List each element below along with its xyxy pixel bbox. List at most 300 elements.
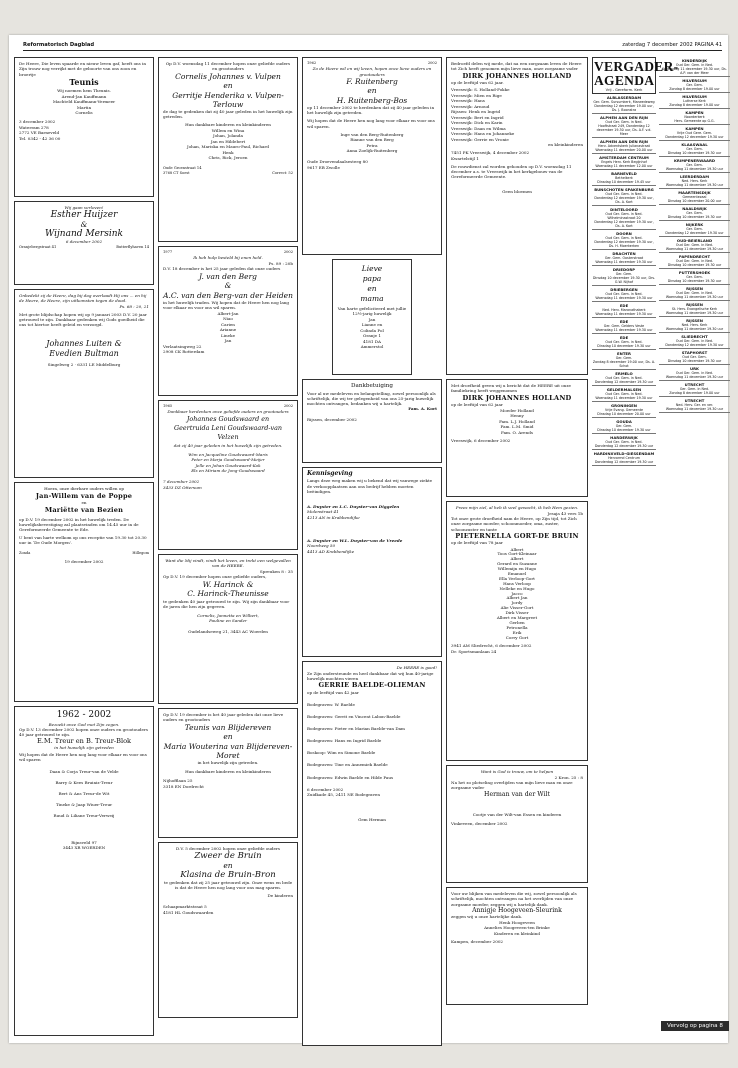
agenda-list [592,94,656,466]
listing-venue: Ger. Gem. [686,146,703,151]
listing-city: GRONINGEN [611,402,637,408]
listing-city: KINDERDIJK [681,57,708,63]
text: Met grote blijdschap hopen wij op 9 januari 2003 D.V. 20 jaar getrouwd te zijn. Dankbaar gedenken wij Gods goedheid die ons tot hiertoe heeft geleid en verzorgd. [19,312,147,328]
greeting: mama [360,294,384,303]
anniversary-announcement [158,57,298,242]
listing-details: Woensdag 11 december 19.30 uur [595,395,653,400]
family-member: Bodegraven: Edwin Baelde en Hilde Paus [307,774,394,780]
listing-venue: Ger. Gem. [686,210,703,215]
listing-city: KRIMPENERWAARD [673,157,716,163]
listing-details: Dinsdag 10 december 19.30 uur [597,343,651,348]
name: J. van den Berg [199,271,257,281]
text: Voor al uw medeleven en belangstelling, zowel persoonlijk als schriftelijk, die wij ter gelegenheid van ons 25-jarig huwelijk mochten ontvangen, bedanken wij u hartelijk. [307,390,436,406]
name: E.M. Treur en B. Treur-Blok [36,736,132,745]
family-member: Vreeswijk: Dick en Karin [451,120,503,126]
family-member: Cornelis [75,110,93,116]
text: en [367,86,377,96]
text: Op D.V. 19 december is het 40 jaar geleden dat onze lieve ouders en grootouders [163,712,284,723]
listing-entry [592,286,656,302]
listing-venue: Ger. Gem. in Ned. [679,386,710,391]
text: de dag te gedenken dat zij 40 jaar geleden in het huwelijk zijn getreden. [163,109,293,120]
listing-venue: Oud Ger. Gem. in Ned. [605,291,643,296]
tag: Correct: 52 [272,171,293,176]
listing-venue: Ger. Gem. [686,162,703,167]
listing-details: Hooftstraat 249, Donderdag 12 december 19.30 uur, Ds. A.F. v.d. Meer [596,123,652,136]
page-header [23,41,722,51]
year: 2002 [427,61,437,65]
family-member: Petronella [506,624,528,630]
listing-details: Dinsdag 10 december 19.45 uur [597,179,651,184]
name: Johannes Luiten & [46,339,122,349]
listing-entry [592,186,656,206]
listing-entry [592,154,656,170]
text: Tot onze grote droefheid nam de Heere, op Zijn tijd, tot Zich onze zorgzame moeder, schoonmoeder, oma, zuster, schoonzuster en tante [451,516,577,532]
listing-details: Woensdag 11 december 19.30 uur [665,294,724,299]
family-member: Chris, Rick, Jeroen [208,155,248,161]
listing-city: AMSTERDAM CENTRUM [599,154,649,160]
family-member: Petra [366,142,378,148]
address: Oranjebergstraat 41 [19,244,57,249]
name: A.C. van den Berg-van der Heiden [163,290,293,300]
name: F. Ruitenberg [346,77,398,87]
family-member: Dirk Visser [505,610,529,616]
zip: 2908 CK Rotterdam [163,349,205,355]
family-list [307,702,437,780]
listing-venue: Oud Ger. Gem. in Ned. [675,242,714,247]
family-member: Barry & Kees Bruiniz-Treur [55,779,113,785]
name: Evedien Bultman [49,348,119,358]
family-member: Tineke & Jaap Wiuer-Treur [55,801,113,807]
listing-details: Dinsdag 10 december 19.30 uur [667,214,722,219]
listing-venue: Hervormd Centrum [608,455,640,460]
zip: 3318 EN Dordrecht [163,783,204,789]
family-member: Martin [76,104,92,110]
family-member: Jacco [511,590,523,596]
listing-venue: Ger. Gem. [615,271,633,276]
family-member: Vreeswijk: S. Holland-Fokke [451,87,510,93]
text: op de leeftijd van 78 jaar [451,540,503,546]
agenda-title-box [592,57,679,94]
continued-banner: Vervolg op pagina 8 [661,1021,729,1031]
family-member: Arend-Jan Kauffmann [61,93,107,99]
family-member: Bodegraven: Hans en Ingrid Baelde [307,738,382,744]
phone: Tel. 0342 - 42 36 00 [19,135,61,141]
listing-city: RIJSSEN [686,317,703,323]
address: Nijhofflaan 25 [163,778,193,784]
family-member: Jelle en Johan Goudswaard-Kok [195,462,261,468]
listing-details: Woensdag 11 december 19.30 uur [595,295,653,300]
family-member: Vreeswijk: Daan en Wilma [451,125,506,131]
listing-venue: Oud Ger. Gem. in Ned. [675,338,714,343]
listing-details: Woensdag 11 december 19.30 uur [665,406,724,411]
anniversary-announcement [158,842,298,1018]
listing-city: UTRECHT [684,397,705,403]
address: 3941 AM Sliedrecht, 6 december 2002 [451,643,532,649]
listing-details: Donderdag 12 december 19.30 uur [594,379,654,384]
greeting: Lieve [361,264,383,273]
listing-details: Woensdag 11 december 19.30 uur [665,310,724,315]
listing-city: LEERDERDAM [679,173,710,179]
name: Fam. A. Kort [408,406,437,412]
family-member: Wim en Jacqueline Goudswaard-Maris [188,451,268,457]
date: 19 december 2002 [64,559,104,565]
listing-entry [659,109,730,125]
listing-entry [659,365,730,381]
listing-entry [592,302,656,318]
year: 1965 [163,404,173,408]
listing-entry [592,402,656,418]
death-announcement [446,501,588,761]
listing-details: Dinsdag 10 december 19.30 uur [667,358,722,363]
listing-entry [592,434,656,450]
family-member: Bert & Ans Treur-de Wit [58,790,110,796]
listing-entry [659,317,730,333]
listing-city: OUD-BEIERLAND [676,237,713,243]
column-2 [158,57,298,1037]
family-member: Vreeswijk: Gerrie en Vronie [451,136,509,142]
address: Waterram 278 [19,124,49,130]
listing-city: ENTER [617,350,631,356]
text: en [223,81,233,91]
date: Kampen, december 2002 [451,939,504,944]
name: Herman van der Wilt [484,790,550,798]
listing-details: Woensdag 11 december 19.30 uur [665,166,724,171]
text: Wij noemen hem Theunis. [57,88,111,94]
years: 1962 - 2002 [56,710,112,721]
listing-venue: Lutherse Kerk [683,98,706,103]
anniversary-announcement [302,57,442,255]
quote: Want die Mij vindt, vindt het leven, en trekt een welgevallen van de HEERE. [165,558,291,569]
ampersand: & [80,220,88,230]
listing-details: Herv. Gemeente op G.G. [674,118,715,123]
listing-city: ALPHEN AAN DEN RIJN [600,138,648,144]
listing-venue: Oud Ger. Gem. in Ned. [605,235,643,240]
listing-venue: Gemeentezaal [682,194,707,199]
family-member: Fam. L.J. Holland [499,418,535,424]
zip: 9617 EB Zwolle [307,164,340,170]
listing-details: Woensdag 11 december 19.30 uur [595,259,653,264]
listing-venue: Engels Herv. Kerk Begijnhof [601,159,647,164]
address: Singelweg 2 · 6331 LE Middelburg [47,361,121,367]
listing-venue: Vrije Evang. Gemeente [604,407,644,412]
listing-details: Donderdag 12 december 19.30 uur [665,134,724,139]
family-member: Ruud & Liliane Treur-Verweij [53,812,115,818]
family-member: Niao [223,316,233,322]
listing-city: EDE [619,302,629,308]
family-member: Lineke [221,332,235,338]
listing-city: RIJSSEN [686,285,703,291]
listing-details: Woensdag 11 december 19.30 uur [665,374,724,379]
greeting: papa [362,274,382,283]
listing-details: Dinsdag 10 december 19.30 uur [667,150,722,155]
title: Dankbetuiging [351,383,393,390]
family-list [451,548,583,641]
listing-entry [592,206,656,230]
engagement-announcement [14,201,154,285]
name: Cornelis Johannes v. Vulpen [175,71,281,81]
family-member: Els en Miriam de Jong-Goudswaard [191,468,265,474]
family-member: Colinda Pol [360,327,384,333]
page-date: zaterdag 7 december 2002 PAGINA 41 [622,42,722,48]
name: DIRK JOHANNES HOLLAND [462,393,572,402]
text: Dankbaar herdenken onze geliefde ouders en grootouders [167,409,289,415]
reference: Spreuken 8 : 35 [259,568,293,574]
listing-details: Donderdag 12 december 19.30 uur [594,443,654,448]
listing-venue: Ger. Gem. Gelders Veste [603,323,645,328]
listing-venue: Ger. Gem. [615,355,633,360]
name: Jan-Willem van de Poppe [35,491,133,500]
listing-entry [659,333,730,349]
listing-venue: Oud Ger. Gem. in Ned. [605,119,643,124]
listing-entry [659,173,730,189]
listing-entry [659,349,730,365]
listing-city: NAALDWIJK [682,205,707,211]
column-3 [302,57,442,1037]
listing-entry [592,250,656,266]
zip: 4181 DA [363,338,381,344]
text: Op D.V. 19 december hopen onze geliefde ouders, [163,574,267,580]
family-member: Bodegraven: Pieter en Marian Baelde-van Dam [307,726,405,732]
listing-details: Dinsdag 10 december 19.30 uur [667,278,722,283]
listing-city: MAARTENSDIJK [678,189,711,195]
listing-city: ALPHEN AAN DEN RIJN [600,114,648,120]
family-member: Jan [224,338,232,344]
name: A. Duyster en L.C. Duyster-van Diggelen [307,503,400,509]
text: in het huwelijk traden. Wij hopen dat de Heere hen nog lang voor elkaar en voor ons wil sparen. [163,300,290,311]
text: te gedenken dat zij 25 jaar getrouwd zijn. Onze wens en bede is dat de Heere hen nog lang voor ons mag sparen. [163,880,293,891]
family-member: Henk Hoogeveen [499,919,535,925]
listing-venue: Oud Ger. Gem. in Ned. [605,339,643,344]
death-announcement [446,57,588,375]
family-member: Boskoop: Wim en Simone Baelde [307,750,376,756]
listing-details: Woensdag 11 december 19.30 uur [665,246,724,251]
listing-details: Zondag 8 december 19.00 uur [669,102,720,107]
name: Mariëtte van Bezien [44,505,124,514]
listing-city: HARDERWIJK [610,434,638,440]
listing-venue: Oud Ger. Gem. in Ned. [675,62,714,67]
name: Zweer de Bruin [194,850,262,861]
quote: Ik heb hulp besteld bij enen held. [193,255,263,261]
place: Hillegom [132,551,149,556]
listing-details: Woensdag 11 december 20.00 uur [595,147,653,152]
listing-venue: Bethelkerk [615,175,633,180]
listing-details: Woensdag 11 december 19.30 uur [665,326,724,331]
listing-city: HILVERSUM [682,93,707,99]
anniversary-announcement [158,554,298,704]
listing-city: HILVERSUM [682,77,707,83]
listing-details: Donderdag 12 december 19.30 uur [665,342,724,347]
name: H. Ruitenberg-Bos [336,95,408,105]
quote: De Heere, Die leven spaarde en nieuw leven gaf, heeft ons in Zijn trouw nog verrijkt met de geboorte van ons zoon en broertje [19,61,147,77]
listing-entry [659,397,730,413]
year: 2002 [283,250,293,254]
listing-venue: Oud Ger. Gem. in Ned. Wilhelminastraat 20 [605,211,643,220]
anniversary-announcement [158,400,298,550]
family-member: Rijssen: Henk en Ingrid [451,109,501,115]
listing-city: PUTTERSHOEK [678,269,711,275]
listing-entry [659,189,730,205]
family-member: Anna Zoelijk-Ruitenberg [346,148,398,154]
listing-entry [592,418,656,434]
place: Zonda [19,551,31,556]
address: Schaapmarktstraat 5 [163,904,207,910]
quote: Onbedekt zij de Heere, dag bij dag overlaadt Hij ons ... en hij de Heere, de Heere, zijn uitkomsten tegen de dood. [19,293,147,304]
family-member: Vreeswijk: Bert en Ingrid [451,114,504,120]
name: Maria Wouterina van Blijdereven-Moret [163,741,293,760]
listing-entry [659,77,730,93]
listing-details: Dinsdag 10 december 20.00 uur [667,198,722,203]
text: op D.V. 19 december 2002 in het huwelijk treden. De huwelijksbevestiging zal plaatsvinden om 14.45 uur in de Gereformeerde Gemeente te Ede. [19,516,139,532]
listing-details: Donderdag 12 december 19.30 uur, Ds. A. Kort [594,195,654,204]
child-name: Teunis [69,77,99,88]
listing-entry [659,141,730,157]
name: Gerritje Henderika v. Vulpen-Terlouw [172,90,284,109]
quote: Zo de Heere wil en wij leven, hopen onze lieve ouders en grootouders [312,66,432,77]
address: 3433 DZ Ottersum [163,484,202,490]
listing-details: Zondag 8 december 19.00 uur, Ds. A. Schot [592,359,656,368]
text: Hun dankbare kinderen en kleinkinderen [185,122,271,128]
listing-entry [659,57,730,77]
date: Rijssen, december 2002 [307,416,357,422]
listing-entry [592,386,656,402]
family-member: Henny [510,413,524,419]
family-member: Vreeswijk: Hans en Johanneke [451,131,515,137]
year: 2002 [283,404,293,408]
text: Langs deze weg maken wij u bekend dat wij vanwege ziekte de verkoopplaatsen aan ons bedrijf hebben moeten beëindigen. [307,478,433,494]
listing-entry [592,94,656,114]
listing-details: Zondag 8 december 19.00 uur [669,86,720,91]
name: A. Duyster en W.L. Duyster-van de Vreede [307,537,403,543]
listing-venue: Ned. Herv. Ger. en ver. [675,402,714,407]
listing-city: BARNEVELD [611,170,637,176]
listing-venue: Herv. Adventskerk Julianastraat [598,143,650,148]
address: Verlaatsingweg 22 [163,343,202,349]
family-member: Cornelis, Jannetta en Wilbert, [197,612,259,618]
listing-entry [592,266,656,286]
family-member: Henk [222,149,234,155]
text: op de leeftijd van 42 jaar [307,689,359,695]
family-list [19,94,149,116]
reference: 2 Kron. 25 : 8 [554,774,583,780]
listing-details: Dinsdag 10 december 19.30 uur [597,427,651,432]
listing-city: DRACHTEN [612,250,636,256]
listing-city: HARDINXVELD-GIESSENDAM [593,450,655,456]
listing-details: Woensdag 11 december 19.30 uur [665,182,724,187]
text: in het huwelijk zijn getreden [54,745,114,751]
listing-city: UTRECHT [684,381,705,387]
text: Hoera, onze dierbare ouders willen op [44,486,124,492]
address: Oudelandseweg 21, 3443 AC Woerden [188,629,268,635]
listing-city: ALBLASSERDAM [606,94,642,100]
anniversary-announcement [158,708,298,838]
listing-venue: Ger. Gem. Sursumkerk, Marwedeweg [593,99,655,104]
birth-announcement [14,57,154,197]
reference: Ps. 89 : 20b [268,260,293,266]
text: Wij gaan verloven! [64,205,104,211]
family-member: Corry Gort [505,634,529,640]
column-1 [14,57,154,1037]
listing-city: ERMELO [615,370,633,376]
column-4 [446,57,588,1037]
zip: 3768 CT Soest [163,171,190,176]
listing-city: KAMPEN [685,109,704,115]
address: Butterflyhaven 14 [116,244,149,249]
family-member: Vreeswijk: Arnoud [451,103,490,109]
listing-entry [592,350,656,370]
listing-venue: Vrije Oud Gere. Gem. [676,130,713,135]
family-member: Gerben [509,619,525,625]
family-member: Alie Visser-Gort [500,605,534,611]
family-list [307,132,437,154]
death-announcement [446,379,588,497]
anniversary-announcement [14,706,154,1036]
listing-venue: Oud Ger. Gem. in Ned. [605,391,643,396]
listing-details: Woensdag 11 december 19.30 uur [595,327,653,332]
name: Johannes Goudswaard en [186,414,270,423]
zip: 4181 HL Goudswaarden [163,909,214,915]
quote: Bezoekt onze God met Zijn zegen. [48,721,120,727]
listing-entry [659,253,730,269]
family-member: Erik [512,629,522,635]
greeting: en [367,284,377,293]
newspaper-page [9,35,728,1043]
year: 1962 [307,61,317,65]
name: Esther Huijzer [50,209,118,220]
address: Dr. Sportsmanlaan 24 [451,648,497,654]
listing-city: URK [690,365,699,371]
address: Oranje 1 [363,333,381,339]
text: op 11 december 2002 te herdenken dat zij 40 jaar geleden in het huwelijk zijn getreden. [307,105,435,116]
family-member: Kinderen en kleinkind [494,930,540,936]
listing-entry [659,381,730,397]
quote: De HEERE is goed! [396,665,437,671]
listing-venue: Ger. Gem. Oosterstraat [604,255,644,260]
text: De rouwdienst zal worden gehouden op D.V. woensdag 11 december a.s. te Vreeswijk in het kerkgebouw van de Gereformeerde Gemeente. [451,163,572,180]
family-member: Albert [510,546,524,552]
family-member: Bodegraven: W. Baelde [307,701,355,707]
family-member: Vreeswijk: Mien en Rige [451,92,502,98]
thank-you-notice [446,887,588,1005]
family-member: Hans Verloop [503,580,531,586]
text: Wij hopen dat de Heere hen nog lang voor elkaar en voor ons wil sparen. [307,118,435,129]
listing-venue: Oud Ger. Gem. [682,354,707,359]
text: Wij hopen dat de Heere hen nog lang voor elkaar en voor ons wil sparen [19,752,147,763]
name: Teunis van Blijdereven [184,722,272,732]
listing-venue: Noorderkerk [684,114,705,119]
text: De kinderen [267,893,293,899]
anniversary-announcement [158,246,298,396]
name: PIETERNELLA GORT-DE BRUIN [455,532,579,541]
listing-entry [659,221,730,237]
listing-details: Zondag 8 december 19.00 uur [669,390,720,395]
name: C. Harinck-Theunisse [187,589,269,599]
listing-city: RIJSSEN [686,301,703,307]
name: Wijnand Mersink [45,228,123,239]
city: 4413 AD Krabbendijke [307,548,355,554]
listing-venue: Oud Ger. Gem. in Ned. [675,258,714,263]
name: W. Harinck & [202,579,254,589]
listing-venue: Ger. Gem. [686,274,703,279]
listing-entry [592,318,656,334]
service-list [659,57,730,413]
listing-city: PAPENDRECHT [678,253,711,259]
text: te gedenken 40 jaar getrouwd te zijn. Wij zijn dankbaar voor de jaren die hen zijn gegeven. [163,598,290,609]
text: dat zij 40 jaar geleden in het huwelijk zijn getreden. [173,442,283,448]
family-member: Albert en Margreet [496,614,538,620]
listing-venue: Ger. Gem. [686,226,703,231]
date: 7 december 2002 [163,479,200,485]
listing-venue: St. Herv. Evangelische Kerk [671,306,718,311]
